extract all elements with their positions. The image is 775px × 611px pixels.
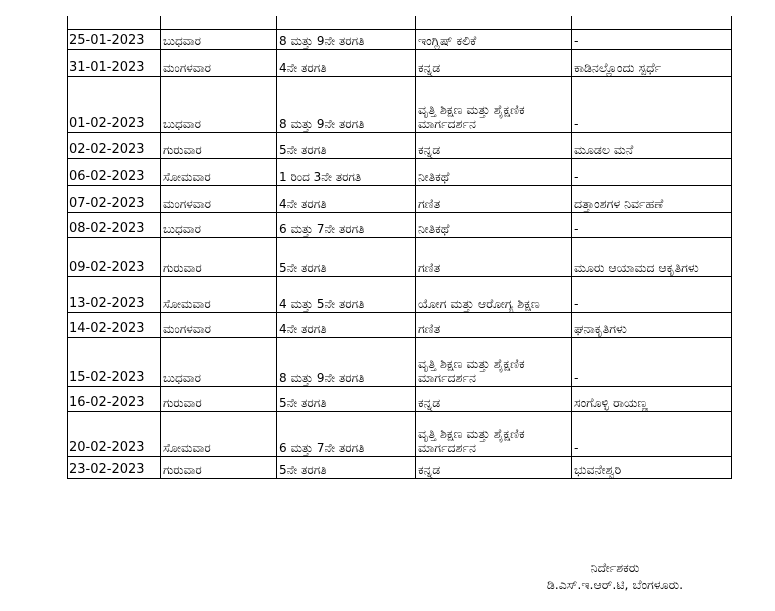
cell-topic: ಮೂರು ಆಯಾಮದ ಆಕೃತಿಗಳು xyxy=(572,238,732,277)
cell-topic: - xyxy=(572,77,732,133)
cell-date: 31-01-2023 xyxy=(68,50,161,77)
cell-day: ಬುಧವಾರ xyxy=(161,213,277,238)
cell-class: 5ನೇ ತರಗತಿ xyxy=(277,238,416,277)
cell-day: ಬುಧವಾರ xyxy=(161,77,277,133)
cell-subject: ವೃತ್ತಿ ಶಿಕ್ಷಣ ಮತ್ತು ಶೈಕ್ಷಣಿಕ ಮಾರ್ಗದರ್ಶನ xyxy=(416,77,572,133)
cell-date: 16-02-2023 xyxy=(68,387,161,412)
cell-topic: - xyxy=(572,159,732,186)
table-row xyxy=(68,186,732,213)
cell-subject: ಗಣಿತ xyxy=(416,186,572,213)
cell-day: ಗುರುವಾರ xyxy=(161,133,277,159)
table-row xyxy=(68,213,732,238)
signature-title: ನಿರ್ದೇಶಕರು xyxy=(590,560,640,575)
cell-day: ಮಂಗಳವಾರ xyxy=(161,186,277,213)
cell-day: ಸೋಮವಾರ xyxy=(161,412,277,457)
cell-date: 09-02-2023 xyxy=(68,238,161,277)
cell-topic: ದತ್ತಾಂಶಗಳ ನಿರ್ವಹಣೆ xyxy=(572,186,732,213)
cell-class: 8 ಮತ್ತು 9ನೇ ತರಗತಿ xyxy=(277,77,416,133)
cell-day: ಸೋಮವಾರ xyxy=(161,159,277,186)
cell-date: 14-02-2023 xyxy=(68,313,161,338)
cell-day: ಗುರುವಾರ xyxy=(161,238,277,277)
table-row xyxy=(68,50,732,77)
cell-day: ಗುರುವಾರ xyxy=(161,387,277,412)
cell-topic: - xyxy=(572,277,732,313)
table-row xyxy=(68,313,732,338)
cell-class: 4ನೇ ತರಗತಿ xyxy=(277,313,416,338)
cell-topic: ಕಾಡಿನಲ್ಲೊಂದು ಸ್ಪರ್ಧೆ xyxy=(572,50,732,77)
table-row xyxy=(68,30,732,50)
cell-class: 8 ಮತ್ತು 9ನೇ ತರಗತಿ xyxy=(277,338,416,387)
cell-day: ಗುರುವಾರ xyxy=(161,457,277,479)
cell-date: 23-02-2023 xyxy=(68,457,161,479)
cell-subject: ನೀತಿಕಥೆ xyxy=(416,159,572,186)
cell-subject: ಗಣಿತ xyxy=(416,313,572,338)
cell-class: 4ನೇ ತರಗತಿ xyxy=(277,50,416,77)
cell-topic: ಸಂಗೊಳ್ಳಿ ರಾಯಣ್ಣ xyxy=(572,387,732,412)
cell-class: 6 ಮತ್ತು 7ನೇ ತರಗತಿ xyxy=(277,213,416,238)
table-row xyxy=(68,133,732,159)
cell-subject: ಕನ್ನಡ xyxy=(416,133,572,159)
cell-topic: - xyxy=(572,412,732,457)
cell-date: 25-01-2023 xyxy=(68,30,161,50)
schedule-body xyxy=(68,16,732,479)
signature-block xyxy=(500,559,730,593)
cell-subject: ವೃತ್ತಿ ಶಿಕ್ಷಣ ಮತ್ತು ಶೈಕ್ಷಣಿಕ ಮಾರ್ಗದರ್ಶನ xyxy=(416,412,572,457)
cell-class: 6 ಮತ್ತು 7ನೇ ತರಗತಿ xyxy=(277,412,416,457)
cell-class: 5ನೇ ತರಗತಿ xyxy=(277,457,416,479)
table-row xyxy=(68,159,732,186)
cell-subject: ನೀತಿಕಥೆ xyxy=(416,213,572,238)
cell-subject: ಇಂಗ್ಲಿಷ್ ಕಲಿಕೆ xyxy=(416,30,572,50)
cell-class: 4 ಮತ್ತು 5ನೇ ತರಗತಿ xyxy=(277,277,416,313)
table-row xyxy=(68,277,732,313)
cell-class: 1 ರಿಂದ 3ನೇ ತರಗತಿ xyxy=(277,159,416,186)
cell-date: 08-02-2023 xyxy=(68,213,161,238)
cell-subject: ಯೋಗ ಮತ್ತು ಆರೋಗ್ಯ ಶಿಕ್ಷಣ xyxy=(416,277,572,313)
cell-class: 5ನೇ ತರಗತಿ xyxy=(277,133,416,159)
cell-topic: - xyxy=(572,213,732,238)
cell-topic: - xyxy=(572,30,732,50)
cell-topic: ಭುವನೇಶ್ವರಿ xyxy=(572,457,732,479)
table-row xyxy=(68,457,732,479)
cell-day: ಸೋಮವಾರ xyxy=(161,277,277,313)
cell-subject: ಗಣಿತ xyxy=(416,238,572,277)
cell-date: 06-02-2023 xyxy=(68,159,161,186)
cell-subject: ಕನ್ನಡ xyxy=(416,50,572,77)
cell-class: 8 ಮತ್ತು 9ನೇ ತರಗತಿ xyxy=(277,30,416,50)
signature-office: ಡಿ.ಎಸ್.ಇ.ಆರ್.ಟಿ, ಬೆಂಗಳೂರು. xyxy=(546,577,684,592)
schedule-table xyxy=(67,16,732,479)
cell-date: 15-02-2023 xyxy=(68,338,161,387)
table-row xyxy=(68,387,732,412)
cell-date: 13-02-2023 xyxy=(68,277,161,313)
cell-date: 20-02-2023 xyxy=(68,412,161,457)
table-row xyxy=(68,338,732,387)
cell-date: 07-02-2023 xyxy=(68,186,161,213)
cell-day: ಮಂಗಳವಾರ xyxy=(161,50,277,77)
cell-day: ಬುಧವಾರ xyxy=(161,30,277,50)
cell-subject: ವೃತ್ತಿ ಶಿಕ್ಷಣ ಮತ್ತು ಶೈಕ್ಷಣಿಕ ಮಾರ್ಗದರ್ಶನ xyxy=(416,338,572,387)
cell-class: 4ನೇ ತರಗತಿ xyxy=(277,186,416,213)
table-row xyxy=(68,238,732,277)
cell-date: 01-02-2023 xyxy=(68,77,161,133)
cell-class: 5ನೇ ತರಗತಿ xyxy=(277,387,416,412)
cell-subject: ಕನ್ನಡ xyxy=(416,457,572,479)
cell-date: 02-02-2023 xyxy=(68,133,161,159)
cell-subject: ಕನ್ನಡ xyxy=(416,387,572,412)
cell-day: ಬುಧವಾರ xyxy=(161,338,277,387)
cell-topic: ಮೂಡಲ ಮನೆ xyxy=(572,133,732,159)
cell-day: ಮಂಗಳವಾರ xyxy=(161,313,277,338)
table-top-stub xyxy=(68,16,732,30)
cell-topic: ಘನಾಕೃತಿಗಳು xyxy=(572,313,732,338)
table-row xyxy=(68,77,732,133)
table-row xyxy=(68,412,732,457)
cell-topic: - xyxy=(572,338,732,387)
